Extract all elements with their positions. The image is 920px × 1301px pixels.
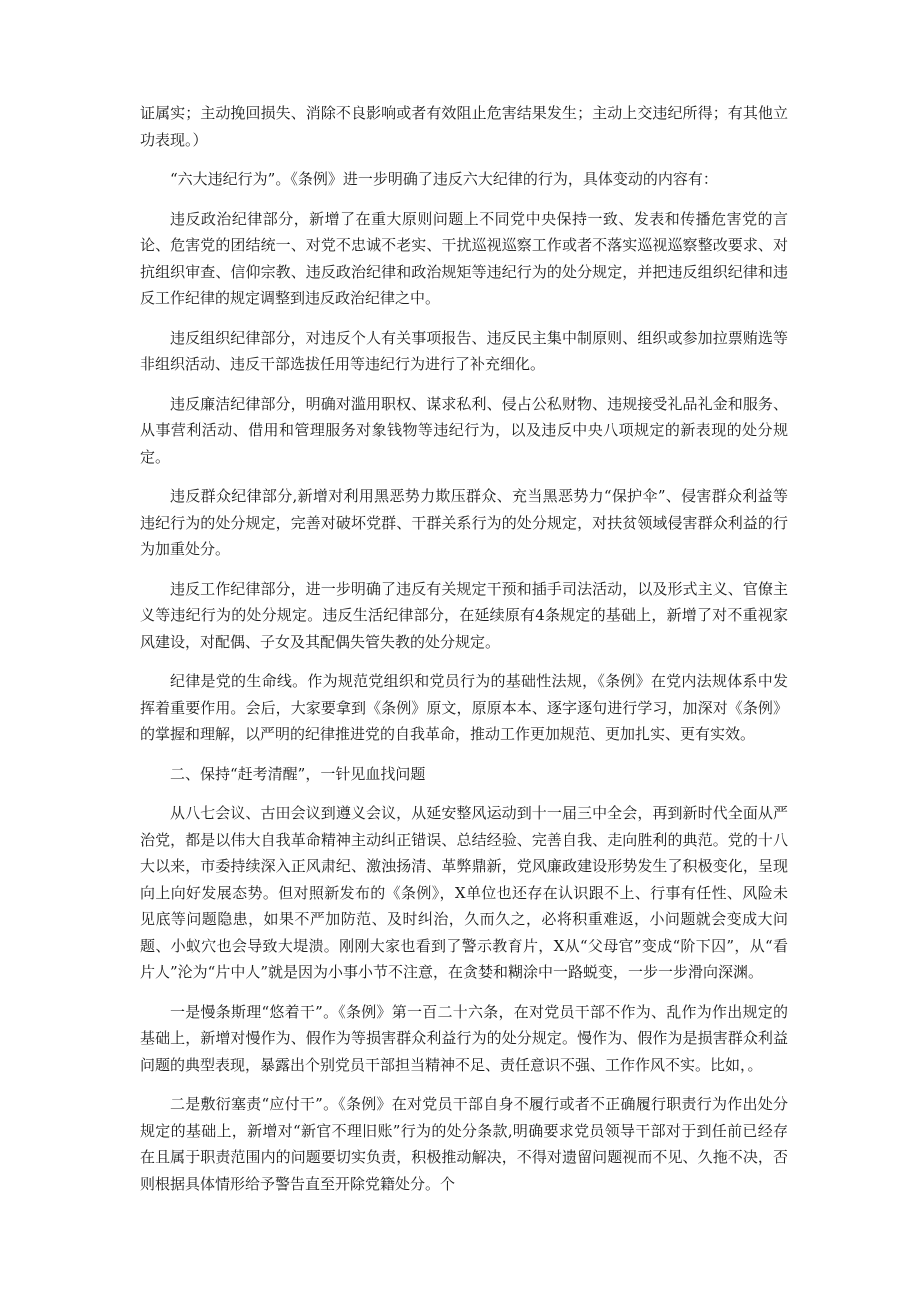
paragraph-discipline-lifeline: 纪律是党的生命线。作为规范党组织和党员行为的基础性法规，《条例》在党内法规体系中发挥着重要作用。会后，大家要拿到《条例》原文，原原本本、逐字逐句进行学习，加深对《条例》的掌握和理解，以严明的纪律推进党的自我革命，推动工作更加规范、更加扎实、更有实效。 xyxy=(140,672,788,743)
paragraph-perfunctory-action: 二是敷衍塞责“应付干”。《条例》在对党员干部自身不履行或者不正确履行职责行为作出处分规定的基础上，新增对“新官不理旧账”行为的处分条款,明确要求党员领导干部对于到任前已经存在且属于职责范围内的问题要切实负责，积极推动解决，不得对遗留问题视而不见、久拖不决，否则根据具体情形给予警告直至开除党籍处分。个 xyxy=(140,1095,788,1193)
paragraph-six-violations-intro: “六大违纪行为”。《条例》进一步明确了违反六大纪律的行为，具体变动的内容有： xyxy=(170,170,718,188)
paragraph-history: 从八七会议、古田会议到遵义会议，从延安整风运动到十一届三中全会，再到新时代全面从严治党，都是以伟大自我革命精神主动纠正错误、总结经验、完善自我、走向胜利的典范。党的十八大以来，市委持续深入正风肃纪、激浊扬清、革弊鼎新，党风廉政建设形势发生了积极变化，呈现向上向好发展态势。但对照新发布的《条例》，X单位也还存在认识跟不上、行事有任性、风险未见底等问题隐患，如果不严加防范、及时纠治，久而久之，必将积重难返，小问题就会变成大问题、小蚁穴也会导致大堤溃。刚刚大家也看到了警示教育片，X从“父母官”变成“阶下囚”，从“看片人”沦为“片中人”就是因为小事小节不注意，在贪婪和糊涂中一路蜕变，一步一步滑向深渊。 xyxy=(140,804,788,981)
paragraph-integrity-discipline: 违反廉洁纪律部分，明确对滥用职权、谋求私利、侵占公私财物、违规接受礼品礼金和服务、从事营利活动、借用和管理服务对象钱物等违纪行为，以及违反中央八项规定的新表现的处分规定。 xyxy=(140,394,788,466)
paragraph-political-discipline: 违反政治纪律部分，新增了在重大原则问题上不同党中央保持一致、发表和传播危害党的言论、危害党的团结统一、对党不忠诚不老实、干扰巡视巡察工作或者不落实巡视巡察整改要求、对抗组织审查、信仰宗教、违反政治纪律和政治规矩等违纪行为的处分规定，并把违反组织纪律和违反工作纪律的规定调整到违反政治纪律之中。 xyxy=(140,209,788,307)
paragraph-organizational-discipline: 违反组织纪律部分，对违反个人有关事项报告、违反民主集中制原则、组织或参加拉票贿选等非组织活动、违反干部选拔任用等违纪行为进行了补充细化。 xyxy=(140,328,788,373)
document-page xyxy=(140,100,788,1210)
section-heading-two: 二、保持“赶考清醒”，一针见血找问题 xyxy=(170,764,426,783)
paragraph-continuation: 证属实；主动挽回损失、消除不良影响或者有效阻止危害结果发生；主动上交违纪所得；有其他立功表现。） xyxy=(140,104,788,149)
paragraph-slow-action: 一是慢条斯理“悠着干”。《条例》第一百二十六条，在对党员干部不作为、乱作为作出规定的基础上，新增对慢作为、假作为等损害群众利益行为的处分规定。慢作为、假作为是损害群众利益问题的典型表现，暴露出个别党员干部担当精神不足、责任意识不强、工作作风不实。比如，。 xyxy=(140,1002,788,1074)
paragraph-mass-discipline: 违反群众纪律部分,新增对利用黑恶势力欺压群众、充当黑恶势力“保护伞”、侵害群众利益等违纪行为的处分规定，完善对破坏党群、干群关系行为的处分规定，对扶贫领域侵害群众利益的行为加重处分。 xyxy=(140,487,788,558)
paragraph-work-discipline: 违反工作纪律部分，进一步明确了违反有关规定干预和插手司法活动，以及形式主义、官僚主义等违纪行为的处分规定。违反生活纪律部分，在延续原有4条规定的基础上，新增了对不重视家风建设，对配偶、子女及其配偶失管失教的处分规定。 xyxy=(140,579,788,651)
